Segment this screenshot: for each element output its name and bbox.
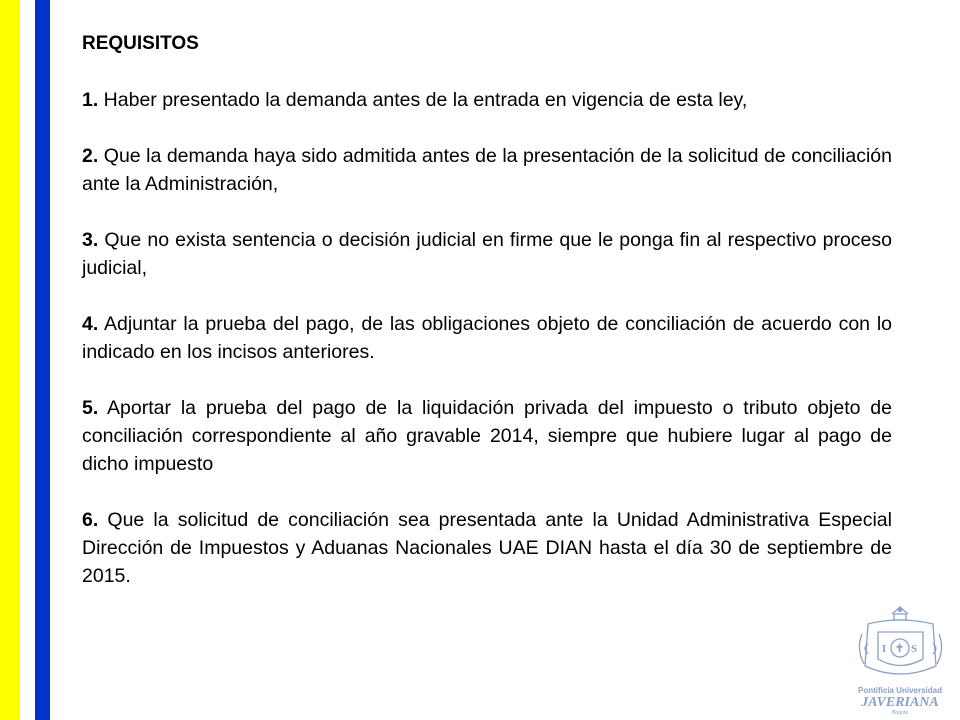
slide-content [82,30,892,618]
requirement-item-5 [82,394,892,478]
item-text: Adjuntar la prueba del pago, de las obligaciones objeto de conciliación de acuerdo con lo indicado en los incisos anteriores. [82,313,892,363]
svg-text:✝: ✝ [895,643,905,655]
item-text: Que la solicitud de conciliación sea presentada ante la Unidad Administrativa Especial Dirección de Impuestos y Aduanas Nacionales UAE DIAN hasta el día 30 de septiembre de 2015. [82,509,892,587]
svg-text:S: S [911,643,918,655]
yellow-side-bar [0,0,20,720]
item-text: Que la demanda haya sido admitida antes de la presentación de la solicitud de conciliación ante la Administración, [82,145,892,195]
blue-side-bar [35,0,50,720]
svg-text:I: I [882,643,887,655]
university-crest-icon [848,604,953,716]
item-text: Haber presentado la demanda antes de la entrada en vigencia de esta ley, [98,89,748,111]
item-number: 4. [82,313,99,335]
requirement-item-4 [82,310,892,366]
logo-line-1: Pontificia Universidad [857,686,943,695]
logo-line-2: JAVERIANA [861,695,939,710]
item-number: 1. [82,89,99,111]
logo-line-3: Bogotá [892,710,908,716]
slide-title: REQUISITOS [82,33,199,54]
item-number: 6. [82,509,99,531]
requirement-item-1 [82,86,892,114]
item-text: Aportar la prueba del pago de la liquidación privada del impuesto o tributo objeto de conciliación correspondiente al año gravable 2014, siempre que hubiere lugar al pago de dicho impuesto [82,397,892,475]
requirement-item-6 [82,506,892,590]
item-number: 5. [82,397,99,419]
requirement-item-2 [82,142,892,198]
item-number: 3. [82,229,99,251]
requirement-item-3 [82,226,892,282]
item-number: 2. [82,145,99,167]
item-text: Que no exista sentencia o decisión judicial en firme que le ponga fin al respectivo proceso judicial, [82,229,892,279]
